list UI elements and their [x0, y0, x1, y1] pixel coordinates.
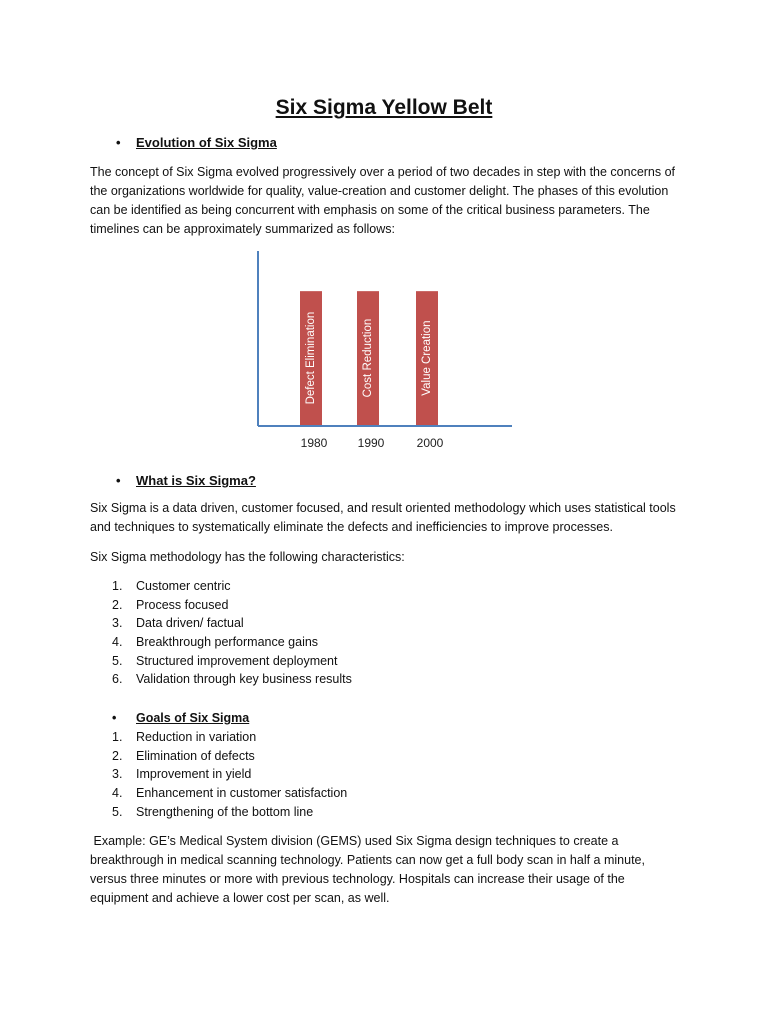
x-tick-label: 1980 [300, 436, 328, 450]
bar-label: Value Creation [421, 320, 433, 396]
bullet-icon: • [116, 473, 121, 488]
example-paragraph: Example: GE’s Medical System division (GEMS) used Six Sigma design techniques to create a breakthrough in medical scanning technology. Patients can now get a full body scan in half a minute, versus three minutes or more with previous technology. Hospitals can increase their usage of the equipment and achieve a lower cost per scan, as well. [90, 834, 649, 905]
bullet-icon: • [116, 135, 121, 150]
list-item: 4. Enhancement in customer satisfaction [112, 786, 348, 801]
x-tick-label: 2000 [416, 436, 444, 450]
list-item: 2. Process focused [112, 597, 229, 612]
bullet-icon: • [112, 711, 117, 725]
characteristics-list [112, 577, 352, 689]
section-heading-goals: • Goals of Six Sigma [112, 711, 250, 725]
definition-paragraph: Six Sigma is a data driven, customer focused, and result oriented methodology which uses statistical tools and techniques to systematically eliminate the defects and inefficiencies to improve processes. [90, 501, 676, 534]
list-item: 3. Improvement in yield [112, 767, 252, 782]
x-tick-label: 1990 [357, 436, 385, 450]
bar-label: Cost Reduction [362, 318, 374, 398]
goals-list [112, 728, 347, 821]
list-item: 6. Validation through key business results [112, 672, 352, 687]
list-item: 5. Structured improvement deployment [112, 653, 338, 668]
bar-label: Defect Elimination [305, 311, 317, 405]
list-item: 3. Data driven/ factual [112, 616, 244, 631]
section-heading-what-is: • What is Six Sigma? [116, 473, 256, 488]
evolution-paragraph: The concept of Six Sigma evolved progressively over a period of two decades in step with the concerns of the organizations worldwide for quality, value-creation and customer delight. The phases of this evolution can be identified as being concurrent with emphasis on some of the critical business parameters. The timelines can be approximately summarized as follows: [90, 165, 676, 236]
characteristics-intro: Six Sigma methodology has the following characteristics: [90, 550, 405, 564]
page-title: Six Sigma Yellow Belt [275, 96, 493, 119]
list-item: 1. Reduction in variation [112, 730, 257, 744]
evolution-chart [240, 245, 530, 457]
list-item: 1. Customer centric [112, 579, 231, 593]
list-item: 4. Breakthrough performance gains [112, 635, 319, 650]
list-item: 2. Elimination of defects [112, 748, 255, 763]
section-heading-evolution: • Evolution of Six Sigma [116, 135, 277, 150]
list-item: 5. Strengthening of the bottom line [112, 804, 314, 819]
